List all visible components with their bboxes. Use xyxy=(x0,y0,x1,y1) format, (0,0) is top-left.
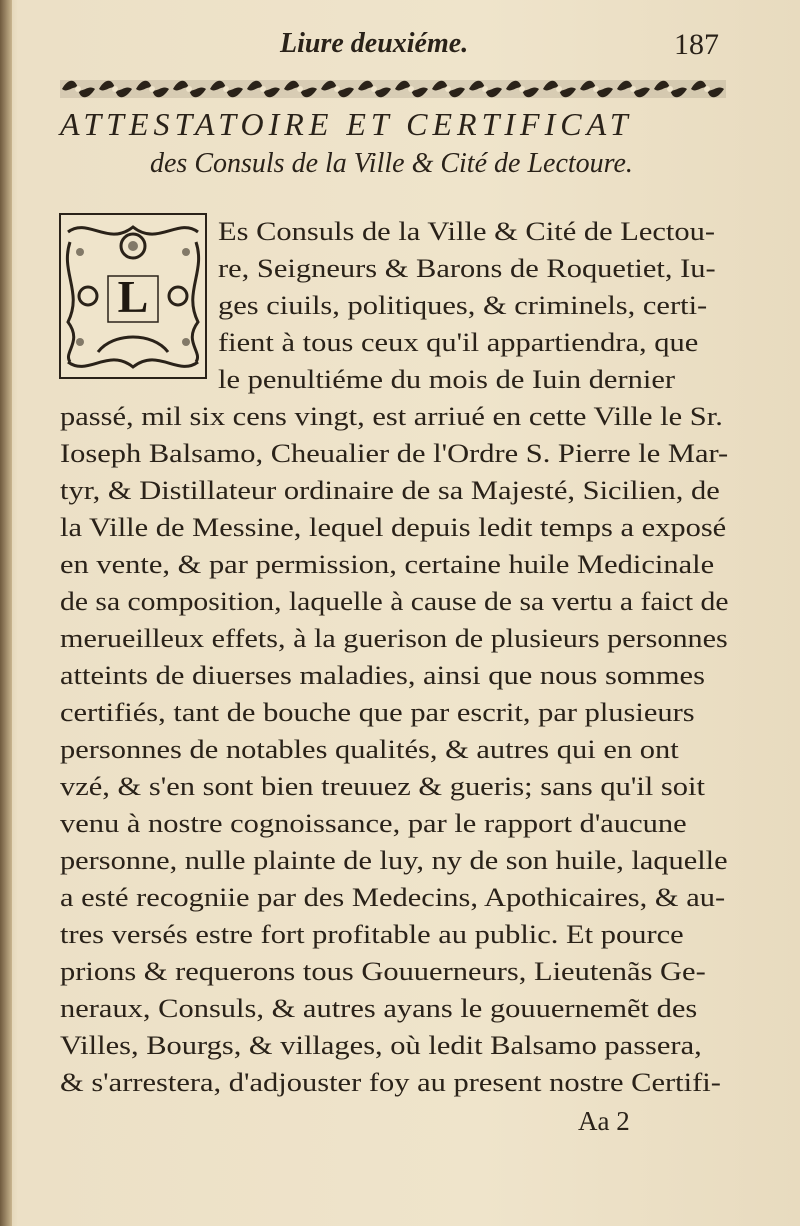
ornament-dot xyxy=(186,86,192,92)
ornament-dot xyxy=(75,86,81,92)
ornament-dot xyxy=(297,86,303,92)
ornament-dot xyxy=(223,86,229,92)
text-line: fient à tous ceux qu'il appartiendra, que xyxy=(218,327,699,357)
text-line: la Ville de Messine, lequel depuis ledit temps a exposé xyxy=(60,512,727,542)
document-subtitle: des Consuls de la Ville & Cité de Lectoure. xyxy=(150,148,633,179)
text-line: prions & requerons tous Gouuerneurs, Lieutenãs Ge- xyxy=(60,956,706,986)
ornament-dot xyxy=(593,86,599,92)
ornament-dot xyxy=(667,86,673,92)
text-line: Es Consuls de la Ville & Cité de Lectou- xyxy=(218,216,715,246)
text-line: le penultiéme du mois de Iuin dernier xyxy=(218,364,675,394)
ornament-dot xyxy=(519,86,525,92)
text-line: ges ciuils, politiques, & criminels, certi- xyxy=(218,290,708,320)
running-head: Liure deuxiéme. xyxy=(280,28,469,59)
text-line: Ioseph Balsamo, Cheualier de l'Ordre S. Pierre le Mar- xyxy=(60,438,729,468)
text-line: certifiés, tant de bouche que par escrit, par plusieurs xyxy=(60,697,695,727)
headpiece-ornament xyxy=(60,76,726,102)
text-line: de sa composition, laquelle à cause de sa vertu a faict de xyxy=(60,586,729,616)
ornament-dot xyxy=(445,86,451,92)
ornament-dot xyxy=(408,86,414,92)
ornament-dot xyxy=(149,86,155,92)
signature-mark: Aa 2 xyxy=(578,1106,630,1136)
ornament-dot xyxy=(334,86,340,92)
ornament-dot xyxy=(556,86,562,92)
text-line: Villes, Bourgs, & villages, où ledit Balsamo passera, xyxy=(60,1030,702,1060)
page-number: 187 xyxy=(674,28,719,61)
page-gutter xyxy=(0,0,12,1226)
text-line: neraux, Consuls, & autres ayans le gouuernemẽt des xyxy=(60,993,698,1023)
text-line: tyr, & Distillateur ordinaire de sa Majesté, Sicilien, de xyxy=(60,475,720,505)
ornament-dot xyxy=(371,86,377,92)
text-line: en vente, & par permission, certaine huile Medicinale xyxy=(60,549,715,579)
text-line: passé, mil six cens vingt, est arriué en cette Ville le Sr. xyxy=(60,401,723,431)
ornament-dot xyxy=(260,86,266,92)
text-line: personnes de notables qualités, & autres qui en ont xyxy=(60,734,679,764)
text-line: & s'arrestera, d'adjouster foy au present nostre Certifi- xyxy=(60,1067,721,1097)
text-line: re, Seigneurs & Barons de Roquetiet, Iu- xyxy=(218,253,716,283)
text-line: atteints de diuerses maladies, ainsi que nous sommes xyxy=(60,660,705,690)
decorated-initial xyxy=(58,212,208,380)
text-line: vzé, & s'en sont bien treuuez & gueris; sans qu'il soit xyxy=(60,771,705,801)
text-line: merueilleux effets, à la guerison de plusieurs personnes xyxy=(60,623,728,653)
text-line: a esté recogniie par des Medecins, Apothicaires, & au- xyxy=(60,882,726,912)
text-line: tres versés estre fort profitable au public. Et pource xyxy=(60,919,684,949)
ornament-dot xyxy=(704,86,710,92)
ornament-dot xyxy=(482,86,488,92)
text-line: personne, nulle plainte de luy, ny de son huile, laquelle xyxy=(60,845,728,875)
document-title: ATTESTATOIRE ET CERTIFICAT xyxy=(60,106,633,142)
ornament-dot xyxy=(630,86,636,92)
text-line: venu à nostre cognoissance, par le rapport d'aucune xyxy=(60,808,687,838)
drop-cap-letter: L xyxy=(117,270,149,322)
ornament-dot xyxy=(112,86,118,92)
